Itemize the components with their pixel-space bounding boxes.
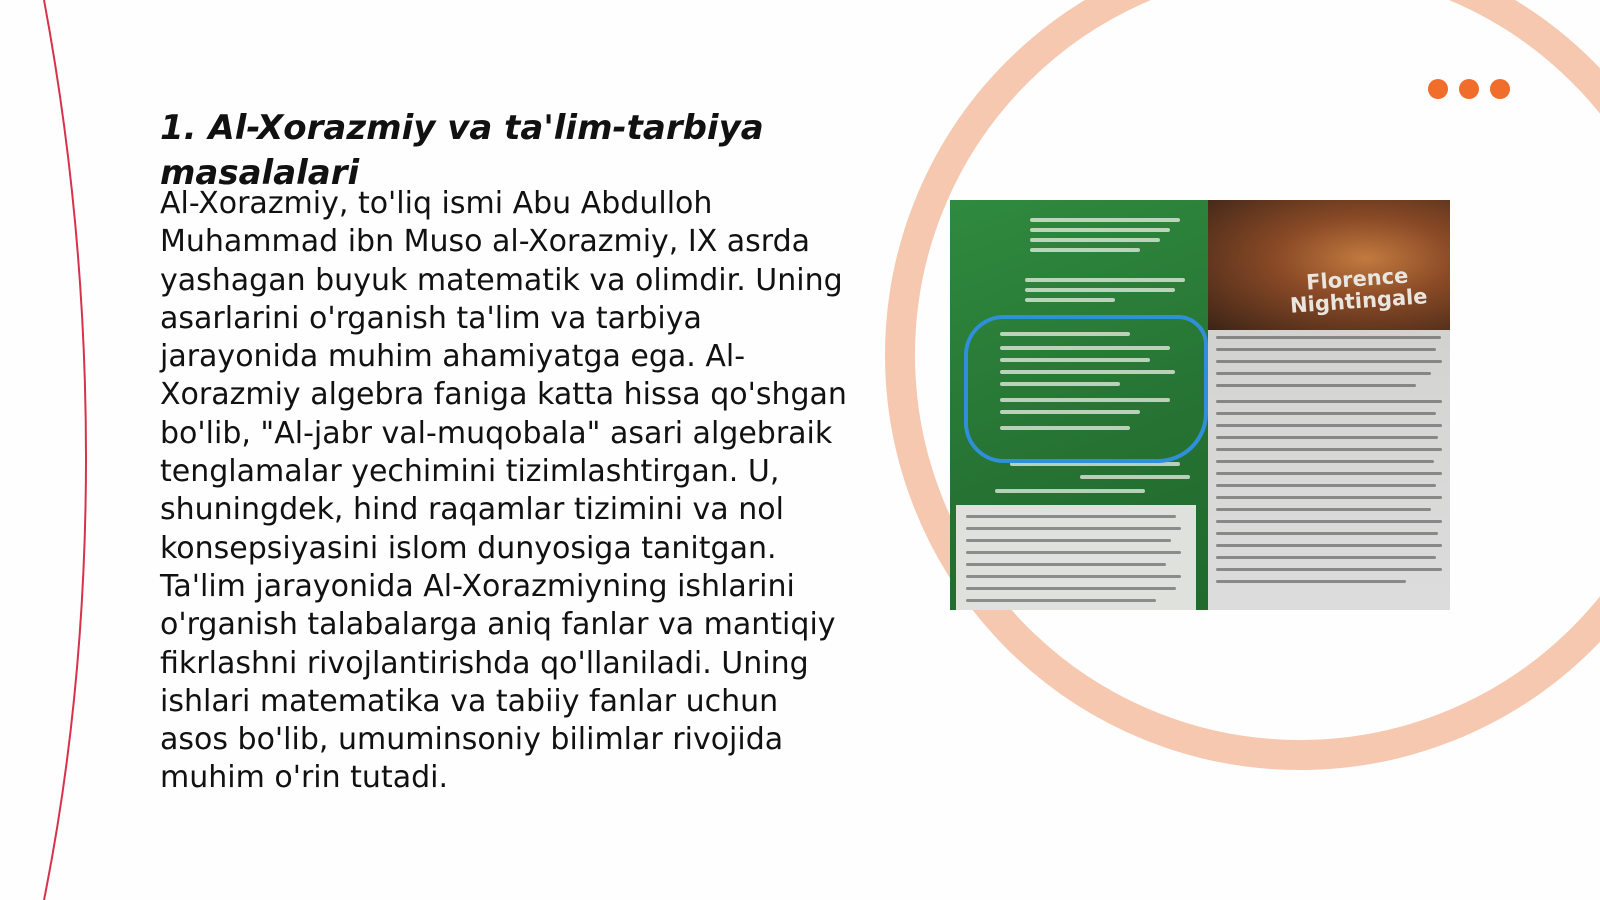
dot-icon bbox=[1490, 79, 1510, 99]
textbook-photo bbox=[950, 200, 1450, 610]
dot-icon bbox=[1428, 79, 1448, 99]
textbook-left-page bbox=[950, 200, 1210, 610]
slide-body-text: Al-Xorazmiy, to'liq ismi Abu Abdulloh Muhammad ibn Muso al-Xorazmiy, IX asrda yashagan buyuk matematik va olimdir. Uning asarlarini o'rganish ta'lim va tarbiya jarayonida muhim ahamiyatga ega. Al-Xorazmiy algebra faniga katta hissa qo'shgan bo'lib, "Al-jabr val-muqobala" asari algebraik tenglamalar yechimini tizimlashtirgan. U, shuningdek, hind raqamlar tizimini va nol konsepsiyasini islom dunyosiga tanitgan. Ta'lim jarayonida Al-Xorazmiyning ishlarini o'rganish talabalarga aniq fanlar va mantiqiy fikrlashni rivojlantirishda qo'llaniladi. Uning ishlari matematika va tabiiy fanlar uchun asos bo'lib, umuminsoniy bilimlar rivojida muhim o'rin tutadi. bbox=[160, 186, 847, 796]
summary-box bbox=[956, 505, 1196, 610]
more-options-icon[interactable] bbox=[1428, 79, 1510, 99]
dot-icon bbox=[1459, 79, 1479, 99]
slide-title: 1. Al-Xorazmiy va ta'lim-tarbiya masalalari bbox=[160, 108, 764, 193]
left-red-curve bbox=[44, 0, 86, 900]
highlight-ring bbox=[964, 315, 1208, 463]
textbook-right-page bbox=[1208, 200, 1450, 610]
book-title: Florence Nightingale bbox=[1289, 263, 1429, 318]
